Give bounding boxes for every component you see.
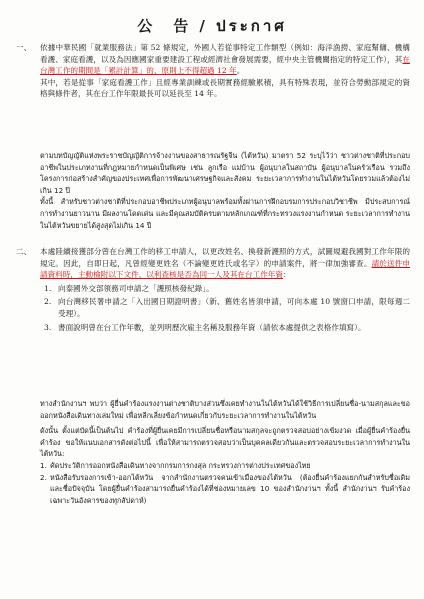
- section-2-chinese-paragraph: [40, 246, 410, 281]
- section-1-thai-paragraph-2: ทั้งนี้ สำหรับชาวต่างชาติที่ประกอบอาชีพประเภทผู้อนุบาลพร้อมทั้งผ่านการฝึกอบรมการประกอบวิชาชีพ มีประสบการณ์การทำงานยาวนาน มีผลงานโดดเด่น และมีคุณสมบัติครบตามหลักเกณฑ์ที่กระทรวงแรงงานกำหนด ระยะเวลาการทำงานในไต้หวันขยายได้สูงสุดไม่เกิน 14 ปี: [40, 197, 410, 230]
- section-1-number: 一、: [16, 43, 32, 52]
- list-item-number: 1.: [44, 283, 52, 293]
- list-item-text: หนังสือรับรองการเข้า-ออกไต้หวัน จากสำนักงานตรวจคนเข้าเมืองของไต้หวัน (ต้องยื่นคำร้องแยกกันสำหรับชื่อเดิมและชื่อปัจจุบัน โดยผู้ยื่นคำร้องสามารถยื่นคำร้องได้ที่ช่องหมายเลข 10 ของสำนักงานฯ ทั้งนี้ สำนักงานฯ รับคำร้องเฉพาะวันอังคารของทุกสัปดาห์): [50, 472, 410, 505]
- list-item-number: 2.: [44, 297, 52, 307]
- section-1-end: 。: [236, 66, 245, 76]
- section-2-thai-paragraph-2: ดังนั้น ตั้งแต่บัดนี้เป็นต้นไป คำร้องที่ผู้ยื่นเคยมีการเปลี่ยนชื่อหรือนามสกุลจะถูกตรวจสอบอย่างเข้มงวด เมื่อผู้ยื่นคำร้องยื่นคำร้อง ขอให้แนบเอกสารดังต่อไปนี้ เพื่อให้สามารถตรวจสอบว่าเป็นบุคคลเดียวกันและตรวจสอบระยะเวลาการทำงานในไต้หวัน:: [40, 426, 410, 459]
- page-title: 公 告 / ประกาศ: [137, 17, 287, 35]
- section-1-chinese-paragraph: [40, 42, 410, 77]
- list-item: [40, 283, 410, 295]
- section-2-thai-paragraph: ทางสำนักงานฯ พบว่า ผู้ยื่นคำร้องแรงงานต่างชาติบางส่วนซึ่งเคยทำงานในไต้หวันได้ใช้วิธีการเปลี่ยนชื่อ-นามสกุลและขอออกหนังสือเดินทางเล่มใหม่ เพื่อหลีกเลี่ยงข้อกำหนดเกี่ยวกับระยะเวลาการทำงานในไต้หวัน: [40, 399, 410, 420]
- list-item-text: 向台灣移民署申請之「入出國日期證明書」（新、舊姓名皆須申請，可向本處 10 號窗口申請，限每週二受理）。: [58, 297, 410, 318]
- section-2-highlight: 請於送件申請資料時，主動檢附以下文件，以利查核是否為同一人及其在台工作年資: [40, 258, 410, 280]
- thai-list-item: [40, 460, 410, 472]
- section-2-thai: [16, 398, 410, 506]
- list-item-number: 1.: [40, 460, 47, 470]
- section-1-thai-paragraph: ตามบทบัญญัติแห่งพระราชบัญญัติการจ้างงานของสาธารณรัฐจีน (ไต้หวัน) มาตรา 52 ระบุไว้ว่า ชาวต่างชาติที่ประกอบอาชีพในประเภทงานที่กฎหมายกำหนดเป็นพิเศษ เช่น ลูกเรือ แม่บ้าน ผู้อนุบาลในสถาบัน ผู้อนุบาลในครัวเรือน รวมถึงโครงการก่อสร้างสำคัญของประเทศเพื่อการพัฒนาเศรษฐกิจและสังคม ระยะเวลาการทำงานในไต้หวันโดยรวมแล้วต้องไม่เกิน 12 ปี: [40, 151, 410, 195]
- section-2: [16, 246, 410, 333]
- list-item: [40, 296, 410, 319]
- list-item: [40, 322, 410, 334]
- thai-list-item: [40, 472, 410, 507]
- section-1: [16, 42, 410, 100]
- list-item-number: 2.: [40, 472, 47, 482]
- section-1-chinese-paragraph-2: 其中，若是從事「家庭看護工作」且經專業訓練或長期實務經驗累積，具有特殊表現，並符合勞動部規定的資格與條件者，其在台工作年限最長可以延長至 14 年。: [40, 77, 410, 99]
- section-2-text: 本處陸續接獲部分曾在台灣工作的移工申請人，以更改姓名、換發新護照的方式，試圖規避我國對工作年限的規定。因此，自即日起，凡曾經變更姓名（不論變更姓氏或名字）的申請案件，將一律加強審查。: [40, 247, 410, 268]
- section-1-thai: [16, 150, 410, 231]
- list-item-text: 書面說明曾在台工作年數，並列明歷次雇主名稱及服務年資（請依本處提供之表格作填寫）。: [58, 322, 366, 332]
- list-item-text: 向泰國外交部領務司申請之「護照核發紀錄」。: [58, 283, 214, 293]
- section-2-number: 二、: [16, 247, 32, 256]
- section-2-end: ：: [283, 270, 291, 280]
- section-1-text: 依據中華民國「就業服務法」第 52 條規定，外國人若從事特定工作類型（例如：海洋漁撈、家庭幫傭、機構看護、家庭看護，以及為因應國家重要建設工程或經濟社會發展需要，經中央主管機關指定的特定工作），其: [40, 43, 410, 64]
- list-item-text: คัดประวัติการออกหนังสือเดินทางจากกรมการกงสุล กระทรวงการต่างประเทศของไทย: [50, 460, 311, 470]
- section-1-highlight: 在台灣工作的期間是「累計計算」的，原則上不得超過 12 年: [40, 54, 410, 76]
- list-item-number: 3.: [44, 322, 52, 332]
